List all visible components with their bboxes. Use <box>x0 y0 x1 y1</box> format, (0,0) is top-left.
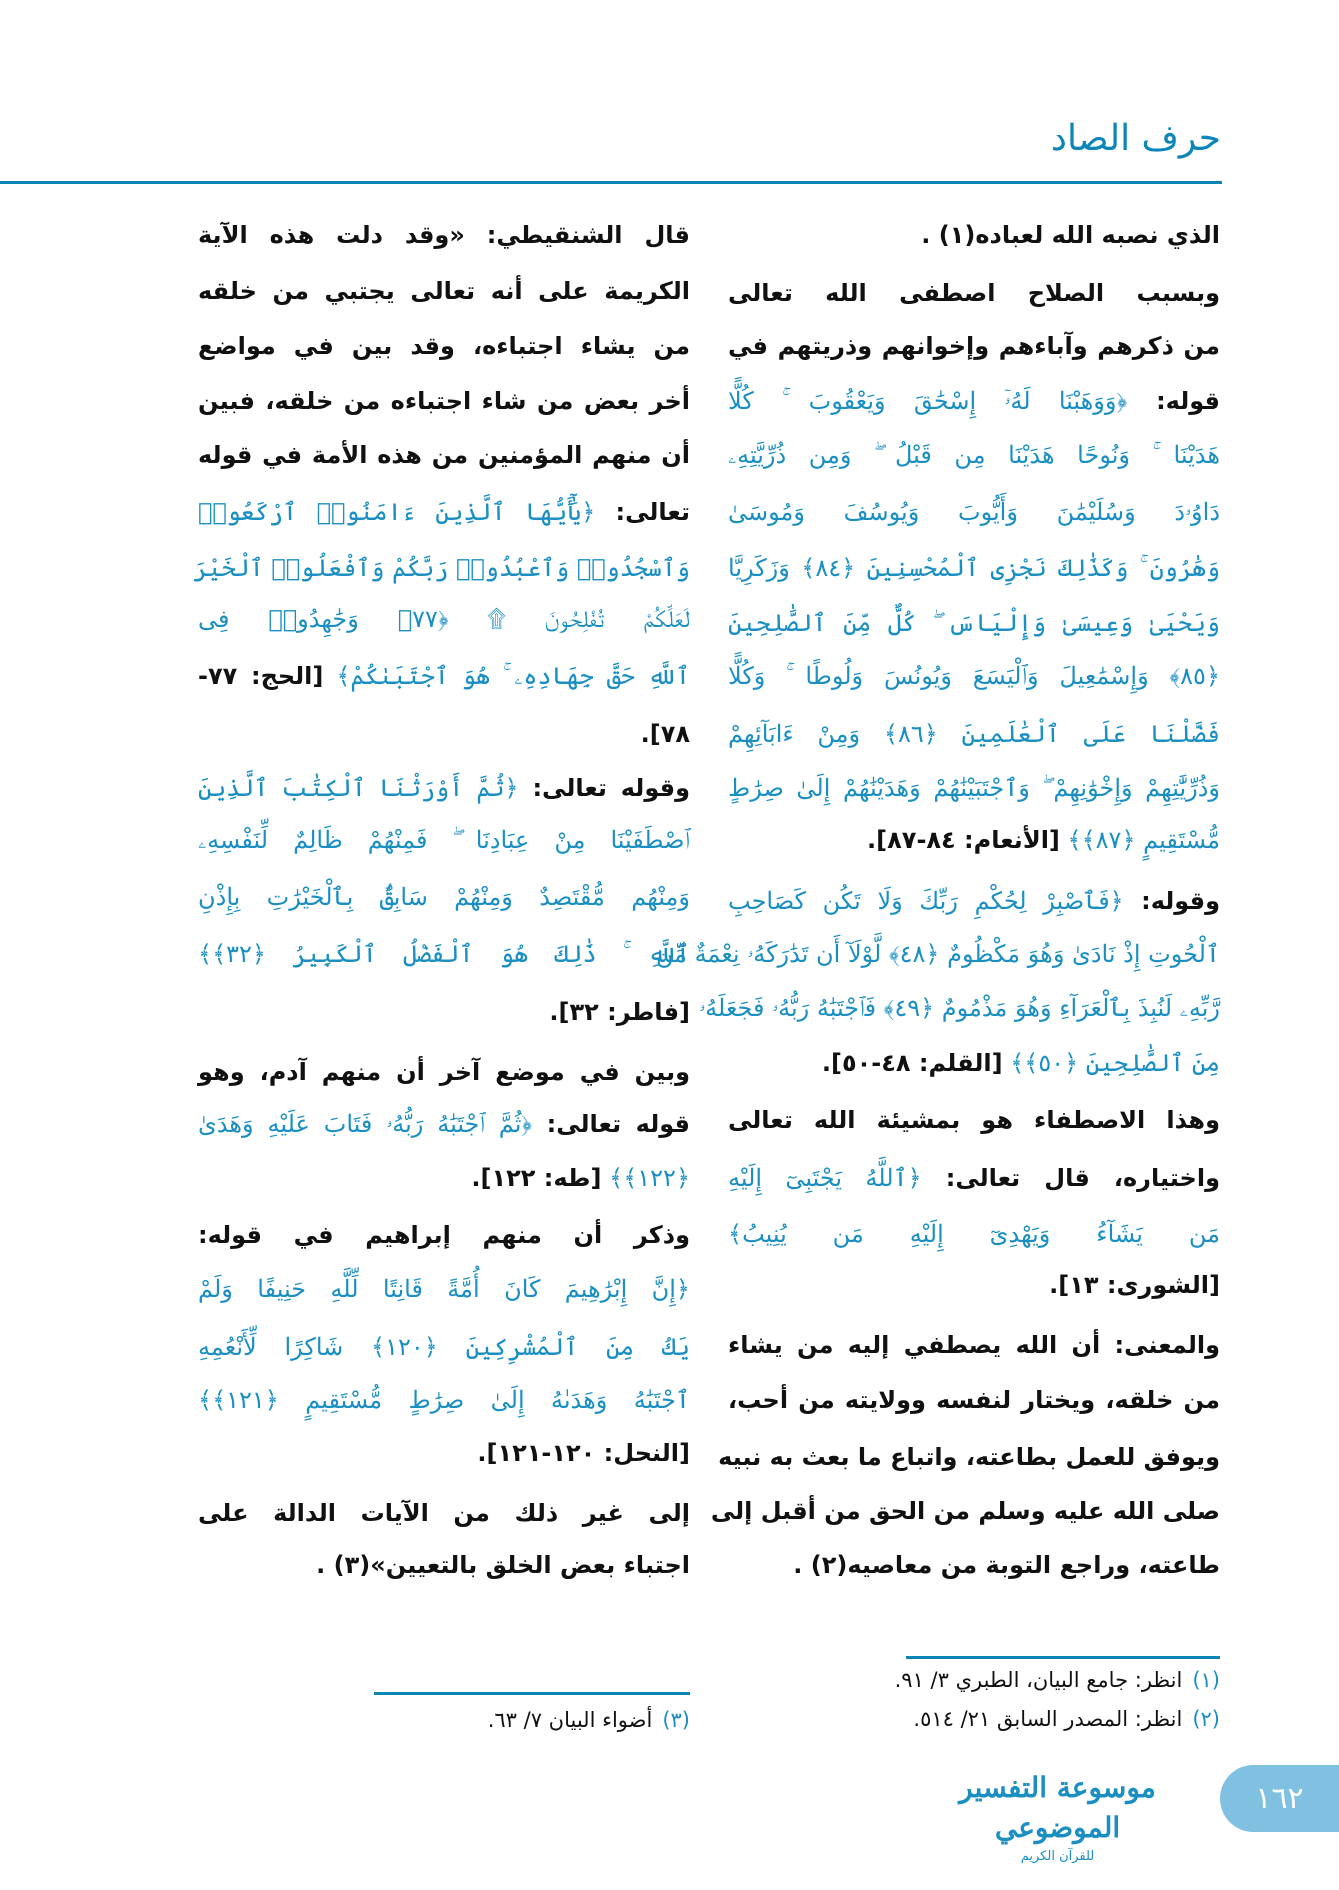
body-text: إلى غير ذلك من الآيات الدالة على <box>198 1499 690 1527</box>
body-text: [الشورى: ١٣]. <box>1049 1271 1220 1299</box>
quran-verse-text: ٱجْتَبَٰهُ وَهَدَىٰهُ إِلَىٰ صِرَٰطٍ مُّسْتَقِيمٍ ﴿١٢١﴾﴾ <box>198 1386 690 1414</box>
body-text: طاعته، وراجع التوبة من معاصيه(٢) . <box>793 1551 1220 1579</box>
body-text: من خلقه، ويختار لنفسه وولايته من أحب، <box>728 1386 1220 1414</box>
quran-verse-text: ٱللَّهِ حَقَّ جِهَادِهِۦ ۚ هُوَ ٱجْتَبَىٰكُمْ﴾ <box>323 662 690 690</box>
quran-verse-text: هَدَيْنَا ۚ وَنُوحًا هَدَيْنَا مِن قَبْلُ ۖ وَمِن ذُرِّيَّتِهِۦ <box>728 441 1220 469</box>
quran-verse-text: يَكُ مِنَ ٱلْمُشْرِكِينَ ﴿١٢٠﴾ شَاكِرًا لِّأَنْعُمِهِ <box>198 1333 690 1361</box>
quran-verse-text: ﴿ٱللَّهُ يَجْتَبِىٓ إِلَيْهِ <box>728 1164 922 1192</box>
text-line <box>198 376 690 426</box>
quran-verse-text: ﴿ثُمَّ أَوْرَثْنَا ٱلْكِتَٰبَ ٱلَّذِينَ <box>198 774 519 802</box>
quran-verse-text: مُّسْتَقِيمٍ ﴿٨٧﴾﴾ <box>1059 826 1220 854</box>
body-text: [فاطر: ٣٢]. <box>549 998 690 1026</box>
page-number: ١٦٢ <box>1220 1765 1339 1832</box>
text-line <box>728 1209 1220 1259</box>
text-line <box>728 651 1220 701</box>
quran-verse-text: لَعَلَّكُمْ تُفْلِحُونَ ۩ ﴿٧٧﴾ وَجَٰهِدُوا۟ فِى <box>198 605 690 633</box>
logo-subtitle: للقرآن الكريم <box>1020 1849 1095 1864</box>
logo-title: موسوعة التفسير الموضوعي <box>959 1771 1156 1844</box>
text-line <box>728 598 1220 648</box>
quran-verse-text: ٱلْحُوتِ إِذْ نَادَىٰ وَهُوَ مَكْظُومٌ ﴿٤٨﴾ لَّوْلَآ أَن تَدَٰرَكَهُۥ نِعْمَةٌ مِّن <box>655 940 1220 968</box>
footnote-number: (٣) <box>662 1708 690 1732</box>
text-line <box>728 543 1220 593</box>
body-text: قوله: <box>1127 387 1220 415</box>
text-line <box>198 210 690 260</box>
text-line <box>728 1540 1220 1590</box>
text-line <box>728 815 1220 865</box>
body-text: قوله تعالى: <box>532 1110 691 1138</box>
text-line <box>198 815 690 865</box>
text-line <box>728 1095 1220 1145</box>
quran-verse-text: وَهَٰرُونَ ۚ وَكَذَٰلِكَ نَجْزِى ٱلْمُحْسِنِينَ ﴿٨٤﴾ وَزَكَرِيَّا <box>728 554 1221 582</box>
text-line <box>193 543 690 593</box>
text-line <box>198 594 690 644</box>
footnote <box>913 1707 1220 1731</box>
body-text: صلى الله عليه وسلم من الحق من أقبل إلى <box>710 1497 1220 1525</box>
text-line <box>198 1153 690 1203</box>
body-text: من ذكرهم وآباءهم وإخوانهم وذريتهم في <box>728 332 1220 360</box>
footnote-rule-right <box>906 1656 1220 1659</box>
text-line <box>198 651 690 701</box>
text-line <box>728 763 1220 813</box>
text-line <box>198 1428 690 1478</box>
quran-verse-text: ﴿وَوَهَبْنَا لَهُۥٓ إِسْحَٰقَ وَيَعْقُوبَ ۚ كُلًّا <box>728 387 1128 415</box>
body-text: والمعنى: أن الله يصطفي إليه من يشاء <box>728 1331 1220 1359</box>
footnote <box>488 1708 690 1732</box>
quran-verse-text: ﴿١٢٢﴾﴾ <box>601 1164 690 1192</box>
text-line <box>728 1260 1220 1310</box>
body-text: وبسبب الصلاح اصطفى الله تعالى <box>728 279 1220 307</box>
text-line <box>198 1210 690 1260</box>
text-line <box>710 1486 1220 1536</box>
body-text: وقوله تعالى: <box>518 774 691 802</box>
text-line <box>728 430 1220 480</box>
text-line <box>699 983 1220 1033</box>
footnote-number: (١) <box>1192 1668 1220 1692</box>
text-line <box>718 1432 1220 1482</box>
text-line <box>198 1540 690 1590</box>
text-line <box>728 1375 1220 1425</box>
text-line <box>198 1488 690 1538</box>
footnote-number: (٢) <box>1192 1707 1220 1731</box>
text-line <box>728 268 1220 318</box>
body-text: [الأنعام: ٨٤-٨٧]. <box>867 826 1060 854</box>
body-text: الذي نصبه الله لعباده(١) . <box>921 221 1220 249</box>
chapter-title: حرف الصاد <box>1050 118 1221 159</box>
body-text: واختياره، قال تعالى: <box>921 1164 1220 1192</box>
text-line <box>198 266 690 316</box>
quran-verse-text: ٱصْطَفَيْنَا مِنْ عِبَادِنَا ۖ فَمِنْهُمْ ظَالِمٌ لِّنَفْسِهِۦ <box>198 826 690 854</box>
footnote-rule-left <box>374 1692 690 1695</box>
text-line <box>728 321 1220 371</box>
quran-verse-text: ﴿٨٥﴾ وَإِسْمَٰعِيلَ وَٱلْيَسَعَ وَيُونُسَ وَلُوطًا ۚ وَكُلًّا <box>728 662 1220 690</box>
body-text: أن منهم المؤمنين من هذه الأمة في قوله <box>198 441 690 469</box>
text-line <box>728 1153 1220 1203</box>
body-text: ويوفق للعمل بطاعته، واتباع ما بعث به نبيه <box>718 1443 1220 1471</box>
quran-verse-text: ٱللَّهِ ۚ ذَٰلِكَ هُوَ ٱلْفَضْلُ ٱلْكَبِيرُ ﴿٣٢﴾﴾ <box>198 940 690 968</box>
footnote-text: انظر: المصدر السابق ٢١/ ٥١٤. <box>913 1707 1183 1731</box>
quran-verse-text: وَيَحْيَىٰ وَعِيسَىٰ وَإِلْيَاسَ ۖ كُلٌّ مِّنَ ٱلصَّٰلِحِينَ <box>728 609 1220 637</box>
quran-verse-text: ﴿فَٱصْبِرْ لِحُكْمِ رَبِّكَ وَلَا تَكُن كَصَاحِبِ <box>728 887 1124 915</box>
text-line <box>198 1047 690 1097</box>
body-text: من يشاء اجتباءه، وقد بين في مواضع <box>198 332 690 360</box>
text-line <box>728 210 1220 260</box>
quran-verse-text: وَٱسْجُدُوا۟ وَٱعْبُدُوا۟ رَبَّكُمْ وَٱفْعَلُوا۟ ٱلْخَيْرَ <box>193 554 690 582</box>
body-text: وذكر أن منهم إبراهيم في قوله: <box>198 1221 690 1249</box>
quran-verse-text: مَن يَشَآءُ وَيَهْدِىٓ إِلَيْهِ مَن يُنِيبُ﴾ <box>728 1220 1220 1248</box>
body-text: الكريمة على أنه تعالى يجتبي من خلقه <box>198 277 690 305</box>
header-rule <box>0 181 1222 184</box>
encyclopedia-logo <box>935 1768 1180 1864</box>
text-line <box>655 929 1220 979</box>
quran-verse-text: مِنَ ٱلصَّٰلِحِينَ ﴿٥٠﴾﴾ <box>1002 1049 1220 1077</box>
text-line <box>198 1264 690 1314</box>
text-line <box>198 321 690 371</box>
body-text: تعالى: <box>595 498 690 526</box>
body-text: اجتباء بعض الخلق بالتعيين»(٣) . <box>316 1551 690 1579</box>
quran-verse-text: وَذُرِّيَّٰتِهِمْ وَإِخْوَٰنِهِمْ ۖ وَٱجْتَبَيْنَٰهُمْ وَهَدَيْنَٰهُمْ إِلَىٰ صِرَٰطٍ <box>728 774 1220 802</box>
text-line <box>198 1322 690 1372</box>
text-line <box>728 487 1220 537</box>
quran-verse-text: وَمِنْهُم مُّقْتَصِدٌ وَمِنْهُمْ سَابِقٌۢ بِٱلْخَيْرَٰتِ بِإِذْنِ <box>198 883 690 911</box>
body-text: [القلم: ٤٨-٥٠]. <box>821 1049 1003 1077</box>
body-text: قال الشنقيطي: «وقد دلت هذه الآية <box>198 221 690 249</box>
quran-verse-text: دَاوُۥدَ وَسُلَيْمَٰنَ وَأَيُّوبَ وَيُوسُفَ وَمُوسَىٰ <box>728 498 1220 526</box>
text-line <box>198 1375 690 1425</box>
body-text: وهذا الاصطفاء هو بمشيئة الله تعالى <box>728 1106 1220 1134</box>
quran-verse-text: فَضَّلْنَا عَلَى ٱلْعَٰلَمِينَ ﴿٨٦﴾ وَمِنْ ءَابَآئِهِمْ <box>728 720 1220 748</box>
body-text: ٧٨]. <box>640 720 690 748</box>
footnote <box>895 1668 1220 1692</box>
footnote-text: انظر: جامع البيان، الطبري ٣/ ٩١. <box>894 1668 1183 1692</box>
text-line <box>728 709 1220 759</box>
quran-verse-text: رَّبِّهِۦ لَنُبِذَ بِٱلْعَرَآءِ وَهُوَ مَذْمُومٌ ﴿٤٩﴾ فَٱجْتَبَٰهُ رَبُّهُۥ فَجَعَلَهُۥ <box>699 994 1220 1022</box>
text-line <box>198 763 690 813</box>
quran-verse-text: ﴿إِنَّ إِبْرَٰهِيمَ كَانَ أُمَّةً قَانِتًا لِّلَّهِ حَنِيفًا وَلَمْ <box>198 1275 690 1303</box>
text-line <box>198 929 690 979</box>
quran-verse-text: ﴿ثُمَّ ٱجْتَبَٰهُ رَبُّهُۥ فَتَابَ عَلَيْهِ وَهَدَىٰ <box>198 1110 533 1138</box>
body-text: أخر بعض من شاء اجتباءه من خلقه، فبين <box>198 387 690 415</box>
body-text: وبين في موضع آخر أن منهم آدم، وهو <box>198 1058 690 1086</box>
text-line <box>198 430 690 480</box>
text-line <box>198 487 690 537</box>
text-line <box>728 1320 1220 1370</box>
text-line <box>728 376 1220 426</box>
body-text: [طه: ١٢٢]. <box>471 1164 602 1192</box>
body-text: [الحج: ٧٧- <box>198 662 324 690</box>
text-line <box>198 872 690 922</box>
text-line <box>198 709 690 759</box>
text-line <box>198 1099 690 1149</box>
footnote-text: أضواء البيان ٧/ ٦٣. <box>487 1708 653 1732</box>
body-text: [النحل: ١٢٠-١٢١]. <box>477 1439 690 1467</box>
body-text: وقوله: <box>1123 887 1220 915</box>
text-line <box>728 1038 1220 1088</box>
text-line <box>728 876 1220 926</box>
quran-verse-text: ﴿يَٰٓأَيُّهَا ٱلَّذِينَ ءَامَنُوا۟ ٱرْكَعُوا۟ <box>198 498 596 526</box>
text-line <box>198 987 690 1037</box>
